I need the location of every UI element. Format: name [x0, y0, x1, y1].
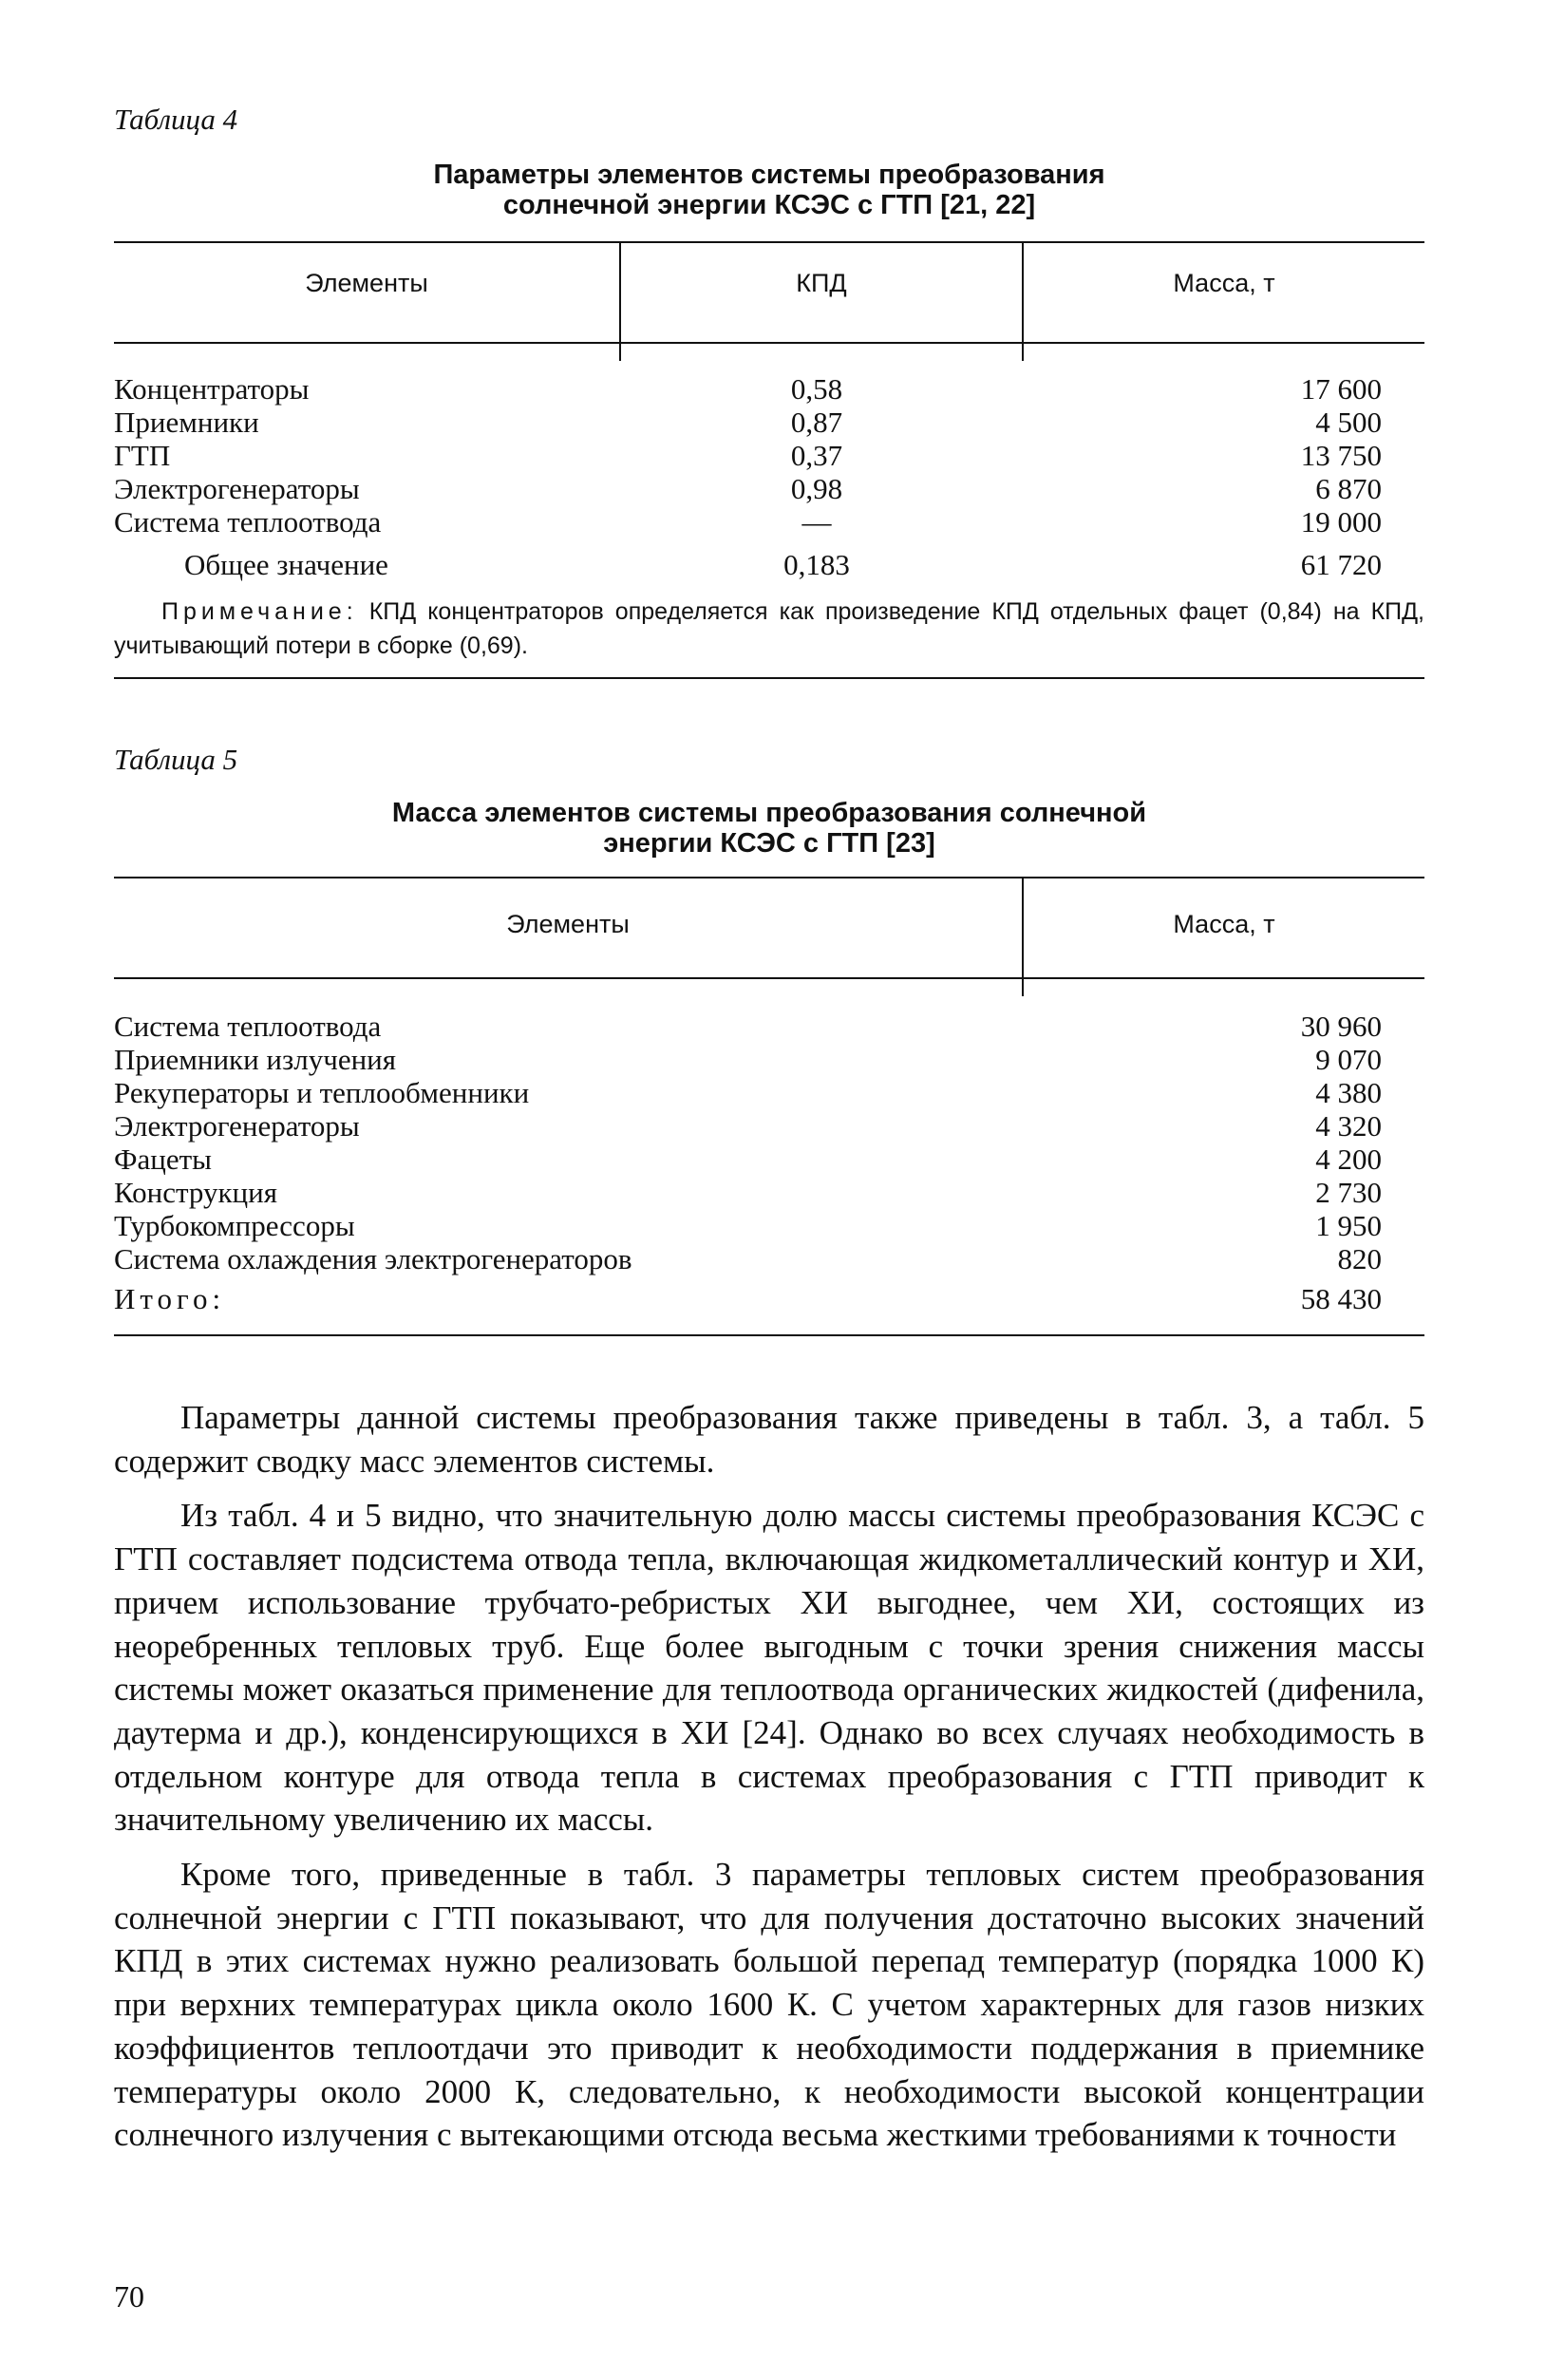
table-row-name: Концентраторы — [114, 372, 310, 406]
paragraph: Параметры данной системы преобразования также приведены в табл. 3, а табл. 5 содержит сводку масс элементов системы. — [114, 1399, 1424, 1480]
table-row-eff: 0,37 — [790, 439, 843, 472]
table4-title-line1: Параметры элементов системы преобразования — [433, 160, 1105, 190]
table-row-mass: 4 200 — [1315, 1143, 1382, 1176]
table-row-name: ГТП — [114, 439, 171, 472]
page-number: 70 — [114, 2279, 144, 2314]
table5-top-rule — [114, 877, 1424, 878]
table-row-mass: 13 750 — [1300, 439, 1382, 472]
table4-title — [114, 160, 1424, 220]
table-row-mass: 6 870 — [1315, 472, 1382, 505]
table4-note-label: Примечание: — [161, 598, 358, 625]
table-row-eff: — — [801, 505, 832, 538]
table-row-mass: 820 — [1337, 1242, 1382, 1275]
table-row-name: Электрогенераторы — [114, 1109, 360, 1143]
table-row-mass: 4 320 — [1315, 1109, 1382, 1143]
table-row-name: Приемники — [114, 406, 259, 439]
table-row-mass: 19 000 — [1300, 505, 1382, 538]
table-row-eff: 0,98 — [790, 472, 843, 505]
table5-title-line2: энергии КСЭС с ГТП [23] — [603, 828, 935, 859]
table-row-name: Система охлаждения электрогенераторов — [114, 1242, 632, 1275]
table4-total-name: Общее значение — [184, 548, 388, 581]
table-row-name: Фацеты — [114, 1143, 212, 1176]
paragraph: Кроме того, приведенные в табл. 3 параметры тепловых систем преобразования солнечной энергии с ГТП показывают, что для получения достаточно высоких значений КПД в этих системах нужно реализовать большой перепад температур (порядка 1000 К) при верхних температурах цикла около 1600 К. С учетом характерных для газов низких коэффициентов теплоотдачи это приводит к необходимости поддержания в приемнике температуры около 2000 К, следовательно, к необходимости высокой концентрации солнечного излучения с вытекающими отсюда весьма жесткими требованиями к точности — [114, 1856, 1424, 2154]
table4-header-eff: КПД — [796, 269, 847, 297]
table-row-name: Рекуператоры и теплообменники — [114, 1076, 530, 1109]
table4-top-rule — [114, 241, 1424, 243]
table-row-name: Система теплоотвода — [114, 1010, 382, 1043]
table-row-name: Конструкция — [114, 1176, 277, 1209]
table4-header-rule — [114, 342, 1424, 344]
table5-total-mass: 58 430 — [1300, 1282, 1382, 1315]
table5-header-elements: Элементы — [506, 910, 630, 938]
table4-header-elements: Элементы — [305, 269, 428, 297]
table-row-eff: 0,58 — [790, 372, 843, 406]
table5-title-line1: Масса элементов системы преобразования солнечной — [391, 798, 1147, 828]
table-row-eff: 0,87 — [790, 406, 843, 439]
table5-bottom-rule — [114, 1334, 1424, 1336]
table4-bottom-rule — [114, 677, 1424, 679]
table-row-mass: 4 380 — [1315, 1076, 1382, 1109]
table-row-name: Турбокомпрессоры — [114, 1209, 355, 1242]
table-row-mass: 30 960 — [1300, 1010, 1382, 1043]
table-row-mass: 1 950 — [1315, 1209, 1382, 1242]
table-row-mass: 17 600 — [1300, 372, 1382, 406]
table-row-name: Электрогенераторы — [114, 472, 360, 505]
table4-title-line2: солнечной энергии КСЭС с ГТП [21, 22] — [502, 190, 1036, 220]
table5-header-rule — [114, 977, 1424, 979]
table5-title — [114, 798, 1424, 859]
table4-caption: Таблица 4 — [114, 103, 238, 136]
table-row-name: Приемники излучения — [114, 1043, 397, 1076]
body-text — [114, 1396, 1424, 2157]
table4-total-eff: 0,183 — [783, 548, 850, 581]
table4-note-text: КПД концентраторов определяется как произведение КПД отдельных фацет (0,84) на КПД, учитывающий потери в сборке (0,69). — [114, 598, 1424, 659]
table-row-mass: 4 500 — [1315, 406, 1382, 439]
table-row-mass: 2 730 — [1315, 1176, 1382, 1209]
table4-note — [114, 595, 1424, 663]
table5-total-name: Итого: — [114, 1282, 226, 1315]
table5-caption: Таблица 5 — [114, 743, 238, 776]
table-row-mass: 9 070 — [1315, 1043, 1382, 1076]
paragraph: Из табл. 4 и 5 видно, что значительную долю массы системы преобразования КСЭС с ГТП составляет подсистема отвода тепла, включающая жидкометаллический контур и ХИ, причем использование трубчато-ребристых ХИ выгоднее, чем ХИ, состоящих из неоребренных тепловых труб. Еще более выгодным с точки зрения снижения массы системы может оказаться применение для теплоотвода органических жидкостей (дифенила, даутерма и др.), конденсирующихся в ХИ [24]. Однако во всех случаях необходимость в отдельном контуре для отвода тепла в системах преобразования с ГТП приводит к значительному увеличению их массы. — [114, 1497, 1424, 1839]
table-row-name: Система теплоотвода — [114, 505, 382, 538]
table5-header-mass: Масса, т — [1173, 910, 1275, 938]
table4-header-mass: Масса, т — [1173, 269, 1275, 297]
table4-total-mass: 61 720 — [1300, 548, 1382, 581]
